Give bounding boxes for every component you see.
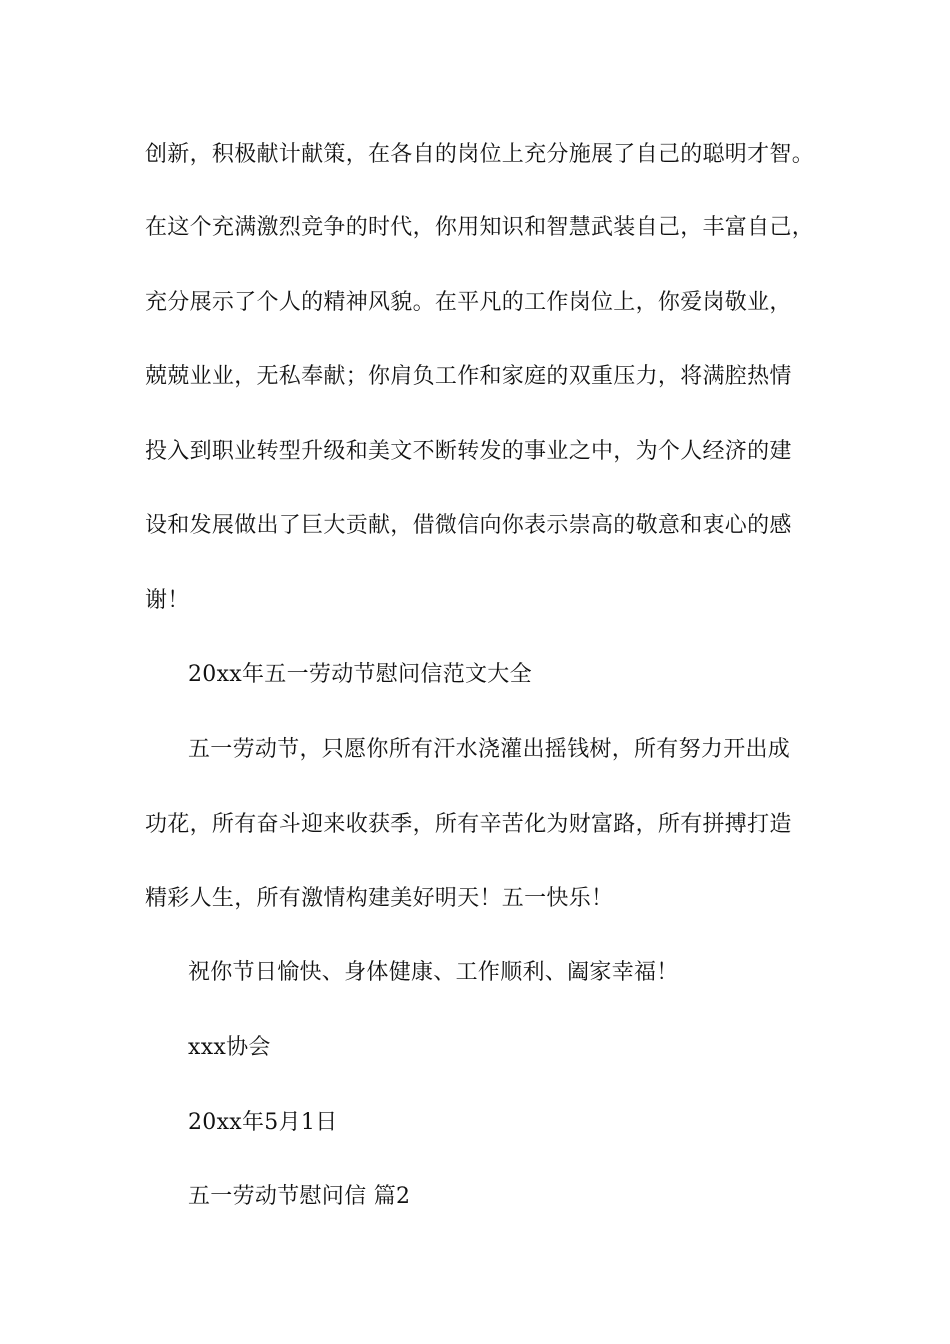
greeting-line: 祝你节日愉快、身体健康、工作顺利、阖家幸福！	[188, 960, 679, 985]
body-text-line: 精彩人生，所有激情构建美好明天！五一快乐！	[145, 886, 614, 911]
section-heading: 20xx年五一劳动节慰问信范文大全	[188, 662, 532, 687]
body-text-line: 五一劳动节，只愿你所有汗水浇灌出摇钱树，所有努力开出成	[188, 737, 791, 762]
section-heading: 五一劳动节慰问信 篇2	[188, 1184, 411, 1209]
body-text-line: 投入到职业转型升级和美文不断转发的事业之中，为个人经济的建	[145, 439, 792, 464]
signature-date: 20xx年5月1日	[188, 1110, 338, 1135]
body-text-line: 充分展示了个人的精神风貌。在平凡的工作岗位上，你爱岗敬业，	[145, 290, 792, 315]
body-text-line: 设和发展做出了巨大贡献，借微信向你表示崇高的敬意和衷心的感	[145, 513, 792, 538]
signature-org: xxx协会	[188, 1035, 271, 1060]
body-text-line: 功花，所有奋斗迎来收获季，所有辛苦化为财富路，所有拼搏打造	[145, 812, 792, 837]
body-text-line: 谢！	[145, 588, 190, 613]
body-text-line: 创新，积极献计献策，在各自的岗位上充分施展了自己的聪明才智。	[145, 142, 815, 167]
body-text-line: 兢兢业业，无私奉献；你肩负工作和家庭的双重压力，将满腔热情	[145, 364, 792, 389]
body-text-line: 在这个充满激烈竞争的时代，你用知识和智慧武装自己，丰富自己，	[145, 215, 815, 240]
